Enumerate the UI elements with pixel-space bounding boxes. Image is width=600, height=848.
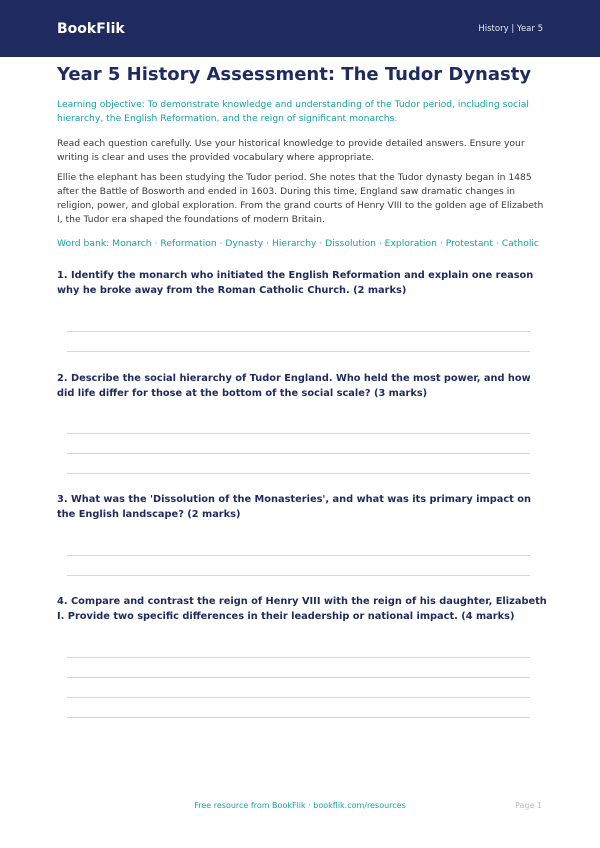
answer-line[interactable] — [67, 555, 530, 556]
answer-line[interactable] — [67, 433, 530, 434]
learning-objective: Learning objective: To demonstrate knowledge and understanding of the Tudor period, including social hierarchy, the English Reformation, and the reign of significant monarchs. — [57, 99, 529, 124]
page-number: Page 1 — [515, 801, 542, 810]
footer-link[interactable]: Free resource from BookFlik · bookflik.com/resources — [194, 801, 406, 810]
question-2: 2. Describe the social hierarchy of Tudor England. Who held the most power, and how did life differ for those at the bottom of the social scale? (3 marks) — [57, 373, 531, 399]
answer-line[interactable] — [67, 331, 530, 332]
answer-line[interactable] — [67, 717, 530, 718]
instructions-text: Read each question carefully. Use your historical knowledge to provide detailed answers. Ensure your writing is clear and uses the provided vocabulary where appropriate. — [57, 138, 525, 163]
answer-line[interactable] — [67, 453, 530, 454]
answer-line[interactable] — [67, 657, 530, 658]
page-title: Year 5 History Assessment: The Tudor Dynasty — [57, 64, 532, 85]
answer-line[interactable] — [67, 575, 530, 576]
answer-line[interactable] — [67, 473, 530, 474]
question-4: 4. Compare and contrast the reign of Henry VIII with the reign of his daughter, Elizabeth I. Provide two specific differences in their leadership or national impact. (4 marks) — [57, 596, 547, 622]
breadcrumb: History | Year 5 — [478, 23, 543, 34]
question-3: 3. What was the 'Dissolution of the Monasteries', and what was its primary impact on the English landscape? (2 marks) — [57, 494, 531, 520]
answer-line[interactable] — [67, 677, 530, 678]
answer-line[interactable] — [67, 351, 530, 352]
header-bar — [0, 0, 600, 57]
brand-logo[interactable]: BookFlik — [57, 20, 125, 37]
question-1: 1. Identify the monarch who initiated the English Reformation and explain one reason why he broke away from the Roman Catholic Church. (2 marks) — [57, 270, 534, 296]
intro-text: Ellie the elephant has been studying the Tudor period. She notes that the Tudor dynasty began in 1485 after the Battle of Bosworth and ended in 1603. During this time, England saw dramatic changes in religion, power, and global exploration. From the grand courts of Henry VIII to the golden age of Elizabeth I, the Tudor era shaped the foundations of modern Britain. — [57, 172, 544, 225]
word-bank: Word bank: Monarch · Reformation · Dynasty · Hierarchy · Dissolution · Exploration · Protestant · Catholic — [57, 238, 539, 249]
answer-line[interactable] — [67, 697, 530, 698]
